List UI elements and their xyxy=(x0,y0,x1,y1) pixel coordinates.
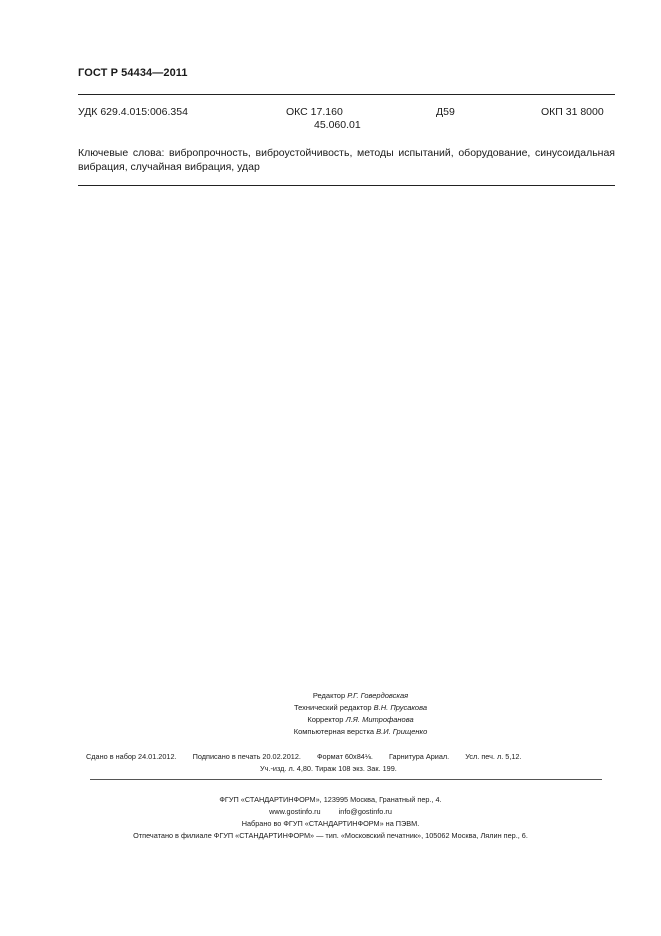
oks-code-primary: ОКС 17.160 xyxy=(286,106,343,118)
keywords-divider xyxy=(78,185,615,186)
keywords-paragraph: Ключевые слова: вибропрочность, виброустойчивость, методы испытаний, оборудование, синусоидальная вибрация, случайная вибрация, удар xyxy=(78,147,615,173)
credit-editor-label: Редактор xyxy=(312,691,346,700)
credits-block xyxy=(0,690,661,738)
publisher-contacts xyxy=(0,806,661,817)
print-signed: Подписано в печать 20.02.2012. xyxy=(192,752,301,761)
document-identifier: ГОСТ Р 54434—2011 xyxy=(78,67,188,79)
print-typeface: Гарнитура Ариал. xyxy=(388,752,450,761)
print-format: Формат 60x84⅛. xyxy=(316,752,373,761)
credit-editor xyxy=(0,690,661,702)
credit-tech-editor-label: Технический редактор xyxy=(293,703,372,712)
publisher-block xyxy=(0,794,661,842)
print-info-block xyxy=(86,751,586,775)
print-info-row xyxy=(86,751,586,763)
credit-editor-name: Р.Г. Говердовская xyxy=(347,691,409,700)
credit-layout xyxy=(0,726,661,738)
header-divider xyxy=(78,94,615,95)
classifier-d-code: Д59 xyxy=(436,106,455,118)
publisher-divider xyxy=(90,779,602,780)
print-info-second-row: Уч.-изд. л. 4,80. Тираж 108 экз. Зак. 199. xyxy=(260,764,397,773)
publisher-address: ФГУП «СТАНДАРТИНФОРМ», 123995 Москва, Гранатный пер., 4. xyxy=(219,795,442,804)
oks-code-secondary: 45.060.01 xyxy=(314,119,361,131)
credit-layout-label: Компьютерная верстка xyxy=(293,727,375,736)
credit-layout-name: В.И. Грищенко xyxy=(376,727,428,736)
publisher-website-link[interactable]: www.gostinfo.ru xyxy=(269,807,321,816)
print-submitted: Сдано в набор 24.01.2012. xyxy=(86,752,177,761)
publisher-email-link[interactable]: info@gostinfo.ru xyxy=(338,807,392,816)
credit-tech-editor-name: В.Н. Прусакова xyxy=(373,703,428,712)
credit-corrector xyxy=(0,714,661,726)
credit-tech-editor xyxy=(0,702,661,714)
udk-code: УДК 629.4.015:006.354 xyxy=(78,106,188,118)
credit-corrector-name: Л.Я. Митрофанова xyxy=(345,715,414,724)
credit-corrector-label: Корректор xyxy=(307,715,344,724)
publisher-typeset-note: Набрано во ФГУП «СТАНДАРТИНФОРМ» на ПЭВМ. xyxy=(241,819,420,828)
publisher-printed-note: Отпечатано в филиале ФГУП «СТАНДАРТИНФОРМ» — тип. «Московский печатник», 105062 Москва, Лялин пер., 6. xyxy=(133,831,528,840)
oks-codes xyxy=(286,106,361,132)
print-sheets: Усл. печ. л. 5,12. xyxy=(465,752,522,761)
okp-code: ОКП 31 8000 xyxy=(541,106,604,118)
